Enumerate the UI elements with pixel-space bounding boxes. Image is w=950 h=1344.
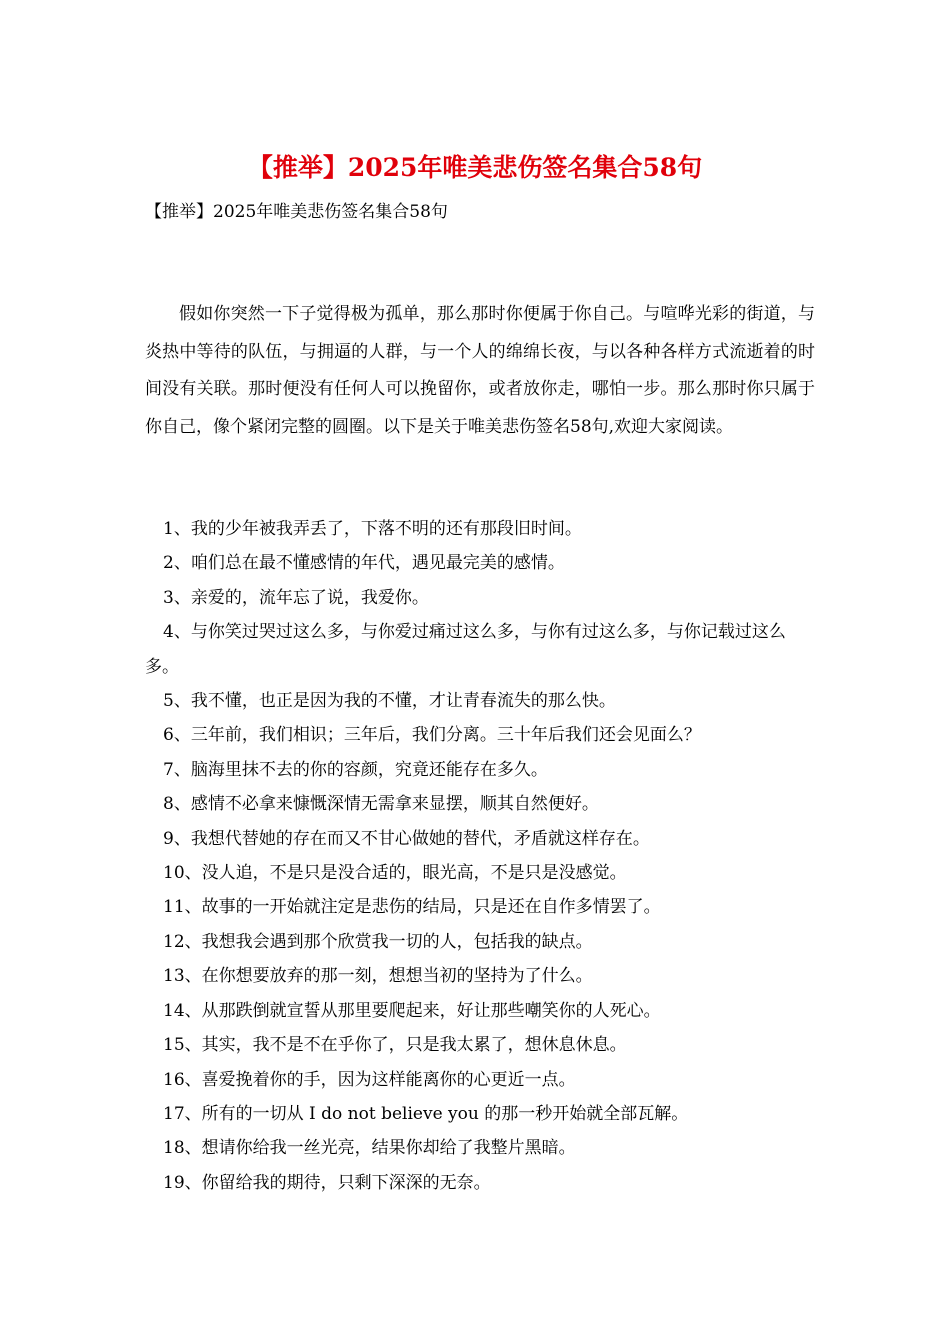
list-item: 8、感情不必拿来慷慨深情无需拿来显摆，顺其自然便好。 (163, 794, 599, 815)
list-item: 7、脑海里抹不去的你的容颜，究竟还能存在多久。 (163, 759, 548, 780)
list-item: 3、亲爱的，流年忘了说，我爱你。 (163, 587, 429, 608)
list-item: 11、故事的一开始就注定是悲伤的结局，只是还在自作多情罢了。 (163, 897, 661, 918)
list-item: 13、在你想要放弃的那一刻，想想当初的坚持为了什么。 (163, 966, 593, 987)
list-item: 16、喜爱挽着你的手，因为这样能离你的心更近一点。 (163, 1069, 576, 1090)
intro-paragraph: 假如你突然一下子觉得极为孤单，那么那时你便属于你自己。与喧哗光彩的街道，与炎热中等待的队伍，与拥逼的人群，与一个人的绵绵长夜，与以各种各样方式流逝着的时间没有关联。那时便没有任何人可以挽留你，或者放你走，哪怕一步。那么那时你只属于你自己，像个紧闭完整的圆圈。以下是关于唯美悲伤签名58句,欢迎大家阅读。 (145, 304, 815, 437)
document-subtitle: 【推举】2025年唯美悲伤签名集合58句 (145, 202, 448, 222)
list-item: 18、想请你给我一丝光亮，结果你却给了我整片黑暗。 (163, 1138, 576, 1159)
list-item: 4、与你笑过哭过这么多，与你爱过痛过这么多，与你有过这么多，与你记载过这么多。 (145, 622, 786, 677)
list-item: 1、我的少年被我弄丢了，下落不明的还有那段旧时间。 (163, 519, 582, 539)
list-item: 15、其实，我不是不在乎你了，只是我太累了，想休息休息。 (163, 1035, 627, 1056)
document-title: 【推举】2025年唯美悲伤签名集合58句 (247, 153, 703, 182)
list-item: 2、咱们总在最不懂感情的年代，遇见最完美的感情。 (163, 553, 565, 574)
list-item: 5、我不懂，也正是因为我的不懂，才让青春流失的那么快。 (163, 691, 616, 712)
list-item: 10、没人追，不是只是没合适的，眼光高，不是只是没感觉。 (163, 863, 627, 884)
list-item: 12、我想我会遇到那个欣赏我一切的人，包括我的缺点。 (163, 931, 593, 952)
list-item: 19、你留给我的期待，只剩下深深的无奈。 (163, 1172, 491, 1193)
signature-list (145, 512, 807, 1200)
list-item: 14、从那跌倒就宣誓从那里要爬起来，好让那些嘲笑你的人死心。 (163, 1000, 661, 1021)
list-item: 9、我想代替她的存在而又不甘心做她的替代，矛盾就这样存在。 (163, 828, 650, 849)
list-item: 17、所有的一切从 I do not believe you 的那一秒开始就全部瓦解。 (163, 1103, 689, 1124)
list-item: 6、三年前，我们相识；三年后，我们分离。三十年后我们还会见面么？ (163, 725, 701, 746)
